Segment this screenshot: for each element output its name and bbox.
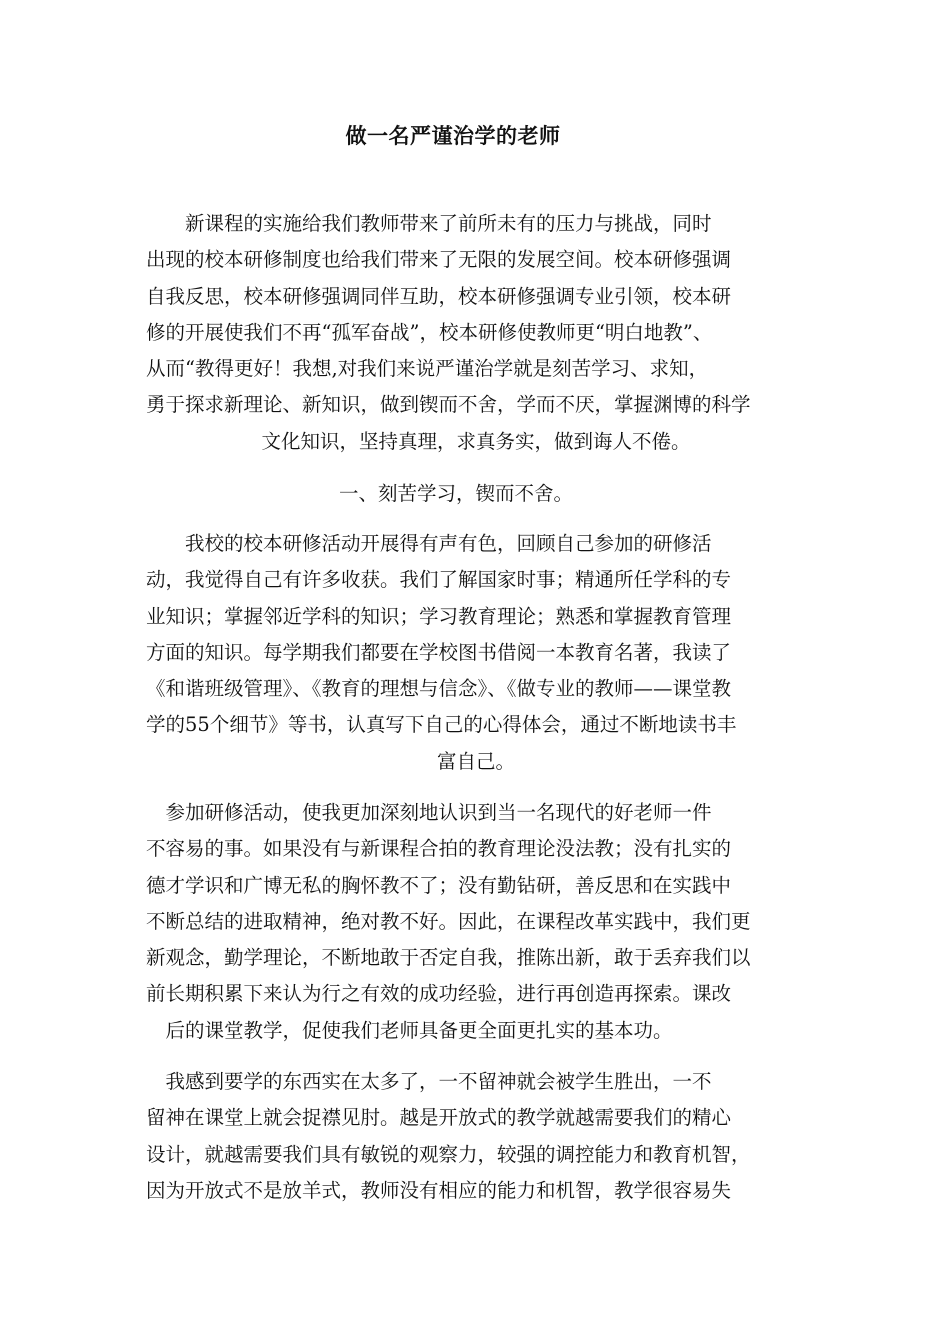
paragraph-line: 修的开展使我们不再“孤军奋战”，校本研修使教师更“明白地教”、 bbox=[146, 320, 713, 344]
paragraph-line: 富自己。 bbox=[436, 749, 515, 773]
paragraph-line: 留神在课堂上就会捉襟见肘。越是开放式的教学就越需要我们的精心 bbox=[146, 1106, 732, 1130]
paragraph-line: 设计，就越需要我们具有敏锐的观察力，较强的调控能力和教育机智， bbox=[146, 1142, 751, 1166]
paragraph-3 bbox=[146, 1064, 806, 1209]
paragraph-line: 新课程的实施给我们教师带来了前所未有的压力与挑战，同时 bbox=[146, 212, 712, 235]
paragraph-line: 不容易的事。如果没有与新课程合拍的教育理论没法教；没有扎实的 bbox=[146, 837, 732, 861]
document-title: 做一名严谨治学的老师 bbox=[345, 124, 561, 148]
paragraph-line: 我感到要学的东西实在太多了，一不留神就会被学生胜出，一不 bbox=[146, 1070, 712, 1093]
paragraph-line: 从而“教得更好！我想,对我们来说严谨治学就是刻苦学习、求知， bbox=[146, 357, 709, 381]
paragraph-line: 学的55个细节》等书，认真写下自己的心得体会，通过不断地读书丰 bbox=[146, 713, 737, 737]
paragraph-line: 因为开放式不是放羊式，教师没有相应的能力和机智，教学很容易失 bbox=[146, 1178, 732, 1202]
paragraph-2 bbox=[146, 795, 806, 1049]
paragraph-line: 方面的知识。每学期我们都要在学校图书借阅一本教育名著，我读了 bbox=[146, 640, 732, 664]
paragraph-line: 我校的校本研修活动开展得有声有色，回顾自己参加的研修活 bbox=[146, 532, 712, 555]
paragraph-line: 后的课堂教学，促使我们老师具备更全面更扎实的基本功。 bbox=[146, 1018, 673, 1042]
paragraph-line: 动，我觉得自己有许多收获。我们了解国家时事；精通所任学科的专 bbox=[146, 568, 732, 592]
paragraph-line: 新观念，勤学理论，不断地敢于否定自我，推陈出新，敢于丢弃我们以 bbox=[146, 946, 751, 970]
paragraph-line: 自我反思，校本研修强调同伴互助，校本研修强调专业引领，校本研 bbox=[146, 284, 732, 308]
paragraph-line: 《和谐班级管理》、《教育的理想与信念》、《做专业的教师——课堂教 bbox=[146, 677, 732, 701]
paragraph-line: 参加研修活动，使我更加深刻地认识到当一名现代的好老师一件 bbox=[146, 801, 712, 824]
paragraph-1 bbox=[146, 526, 806, 780]
paragraph-line: 不断总结的进取精神，绝对教不好。因此，在课程改革实践中，我们更 bbox=[146, 909, 751, 933]
paragraph-line: 文化知识，坚持真理，求真务实，做到诲人不倦。 bbox=[261, 429, 691, 453]
paragraph-line: 勇于探求新理论、新知识，做到锲而不舍，学而不厌，掌握渊博的科学 bbox=[146, 393, 751, 417]
intro-paragraph bbox=[146, 206, 806, 460]
section-heading: 一、刻苦学习，锲而不舍。 bbox=[338, 482, 573, 505]
paragraph-line: 德才学识和广博无私的胸怀教不了；没有勤钻研，善反思和在实践中 bbox=[146, 873, 732, 897]
paragraph-line: 前长期积累下来认为行之有效的成功经验，进行再创造再探索。课改 bbox=[146, 982, 732, 1006]
paragraph-line: 业知识；掌握邻近学科的知识；学习教育理论；熟悉和掌握教育管理 bbox=[146, 604, 732, 628]
paragraph-line: 出现的校本研修制度也给我们带来了无限的发展空间。校本研修强调 bbox=[146, 248, 732, 272]
